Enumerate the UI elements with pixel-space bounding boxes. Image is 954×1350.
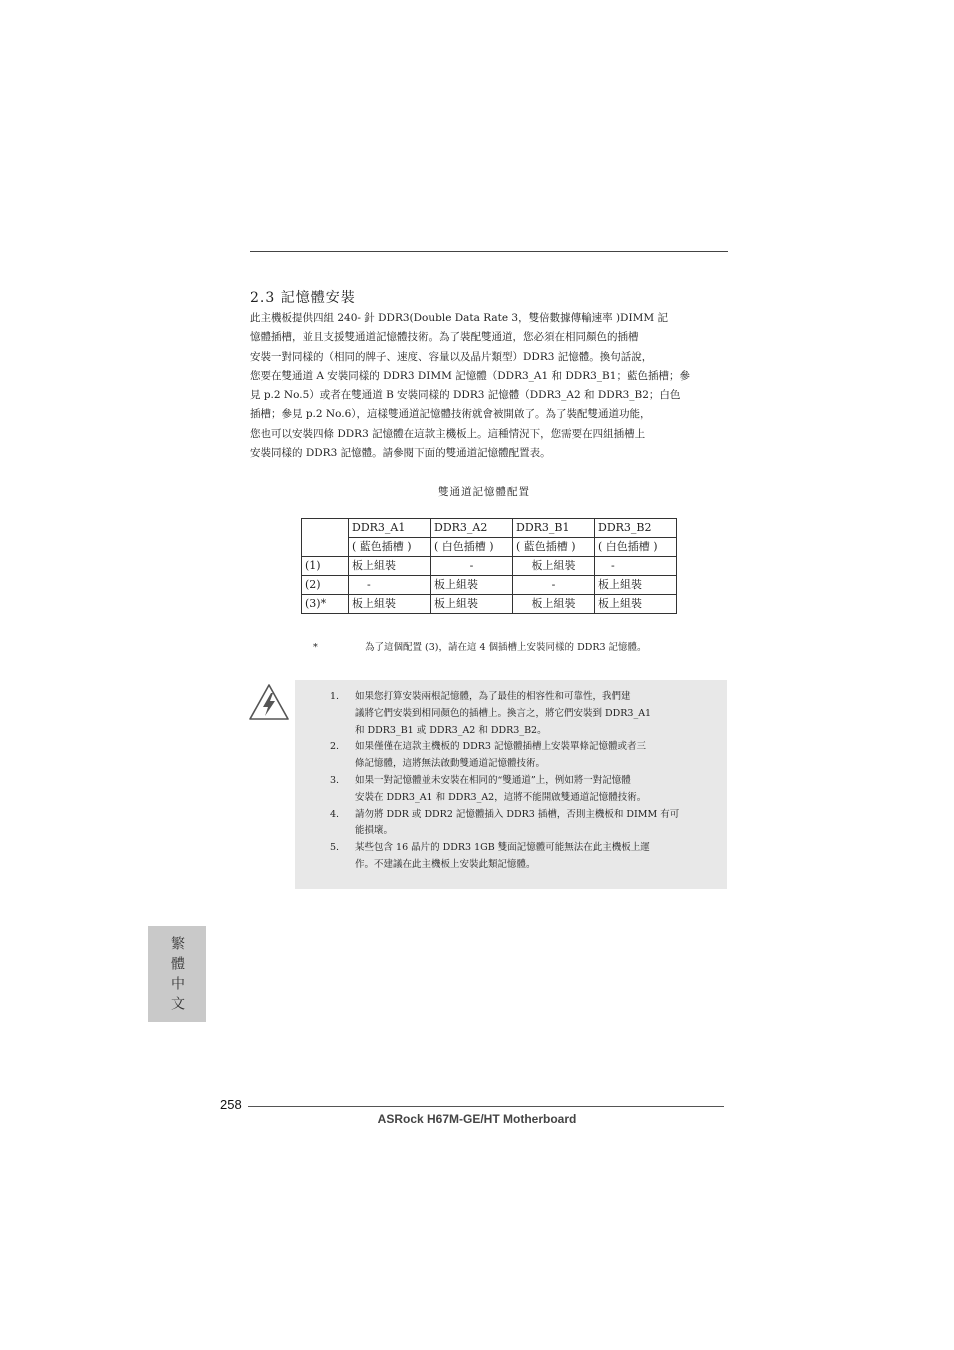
table-header-color-row — [302, 538, 677, 557]
warning-number: 3. — [330, 774, 340, 786]
warning-line: 和 DDR3_B1 或 DDR3_A2 和 DDR3_B2。 — [355, 724, 547, 736]
section-title: 2.3 記憶體安裝 — [250, 290, 356, 306]
header-slot-color: ( 藍色插槽 ) — [349, 538, 431, 557]
footer-rule — [248, 1106, 724, 1107]
table-cell: - — [513, 576, 595, 595]
table-cell: 板上組裝 — [595, 595, 677, 614]
warning-number: 2. — [330, 741, 340, 753]
footnote-text: 為了這個配置 (3)，請在這 4 個插槽上安裝同樣的 DDR3 記憶體。 — [365, 642, 647, 653]
row-label: (3)* — [302, 595, 349, 614]
table-row — [302, 557, 677, 576]
row-label: (2) — [302, 576, 349, 595]
paragraph-line: 見 p.2 No.5）或者在雙通道 B 安裝同樣的 DDR3 記憶體（DDR3_A2 和 DDR3_B2；白色 — [250, 389, 681, 402]
footnote-mark: * — [313, 642, 318, 653]
warning-line: 請勿將 DDR 或 DDR2 記憶體插入 DDR3 插槽，否則主機板和 DIMM 有可 — [355, 808, 680, 820]
table-footnote — [313, 639, 647, 653]
row-label: (1) — [302, 557, 349, 576]
warning-line: 如果僅僅在這款主機板的 DDR3 記憶體插槽上安裝單條記憶體或者三 — [355, 741, 646, 753]
warning-item — [330, 739, 710, 773]
paragraph-line: 您也可以安裝四條 DDR3 記憶體在這款主機板上。這種情況下，您需要在四組插槽上 — [250, 427, 646, 440]
page-number: 258 — [220, 1097, 242, 1112]
dual-channel-config-table — [301, 518, 677, 614]
table-cell: 板上組裝 — [513, 557, 595, 576]
table-row — [302, 576, 677, 595]
warning-line: 如果一對記憶體並未安裝在相同的“雙通道”上，例如將一對記憶體 — [355, 774, 631, 786]
table-cell: 板上組裝 — [595, 576, 677, 595]
header-slot-color: ( 白色插槽 ) — [431, 538, 513, 557]
warning-number: 4. — [330, 808, 340, 820]
warning-line: 如果您打算安裝兩根記憶體，為了最佳的相容性和可靠性，我們建 — [355, 691, 631, 702]
footer-title: ASRock H67M-GE/HT Motherboard — [377, 1112, 577, 1126]
paragraph-line: 安裝一對同樣的（相同的牌子、速度、容量以及晶片類型）DDR3 記憶體。換句話說， — [250, 350, 653, 363]
warning-line: 安裝在 DDR3_A1 和 DDR3_A2，這將不能開啟雙通道記憶體技術。 — [355, 791, 647, 803]
warning-item — [330, 840, 710, 874]
paragraph-line: 安裝同樣的 DDR3 記憶體。請參閱下面的雙通道記憶體配置表。 — [250, 447, 551, 460]
warning-lightning-icon — [248, 683, 290, 721]
warning-item — [330, 689, 710, 739]
header-slot-color: ( 藍色插槽 ) — [513, 538, 595, 557]
table-corner-cell — [302, 519, 349, 557]
table-cell: - — [431, 557, 513, 576]
warning-line: 議將它們安裝到相同顏色的插槽上。換言之，將它們安裝到 DDR3_A1 — [355, 707, 652, 719]
language-tab-label: 繁體中文 — [169, 936, 185, 1016]
warning-line: 作。不建議在此主機板上安裝此類記憶體。 — [355, 858, 536, 870]
header-slot-name: DDR3_A1 — [349, 519, 431, 538]
table-header-row — [302, 519, 677, 538]
warning-notes — [330, 689, 710, 874]
header-slot-name: DDR3_B2 — [595, 519, 677, 538]
header-slot-color: ( 白色插槽 ) — [595, 538, 677, 557]
table-cell: 板上組裝 — [431, 576, 513, 595]
paragraph-line: 插槽；參見 p.2 No.6），這樣雙通道記憶體技術就會被開啟了。為了裝配雙通道功能， — [250, 408, 651, 421]
table-caption: 雙通道記憶體配置 — [438, 486, 530, 498]
table-cell: 板上組裝 — [513, 595, 595, 614]
table-cell: 板上組裝 — [431, 595, 513, 614]
table-cell: - — [595, 557, 677, 576]
paragraph-line: 此主機板提供四組 240- 針 DDR3(Double Data Rate 3，雙倍數據傳輸速率 )DIMM 記 — [250, 312, 668, 324]
warning-item — [330, 807, 710, 841]
warning-line: 條記憶體，這將無法啟動雙通道記憶體技術。 — [355, 758, 546, 770]
table-cell: - — [349, 576, 431, 595]
paragraph-line: 憶體插槽，並且支援雙通道記憶體技術。為了裝配雙通道，您必須在相同顏色的插槽 — [250, 331, 639, 344]
table-cell: 板上組裝 — [349, 595, 431, 614]
warning-number: 5. — [330, 842, 340, 854]
table-row — [302, 595, 677, 614]
header-rule — [250, 251, 728, 252]
header-slot-name: DDR3_B1 — [513, 519, 595, 538]
language-side-tab — [148, 926, 206, 1022]
paragraph-line: 您要在雙通道 A 安裝同樣的 DDR3 DIMM 記憶體（DDR3_A1 和 DDR3_B1；藍色插槽；參 — [250, 369, 690, 382]
warning-number: 1. — [330, 691, 340, 702]
header-slot-name: DDR3_A2 — [431, 519, 513, 538]
warning-line: 某些包含 16 晶片的 DDR3 1GB 雙面記憶體可能無法在此主機板上運 — [355, 842, 650, 854]
warning-item — [330, 773, 710, 807]
table-cell: 板上組裝 — [349, 557, 431, 576]
section-paragraph — [250, 309, 728, 463]
warning-line: 能損壞。 — [355, 825, 394, 837]
